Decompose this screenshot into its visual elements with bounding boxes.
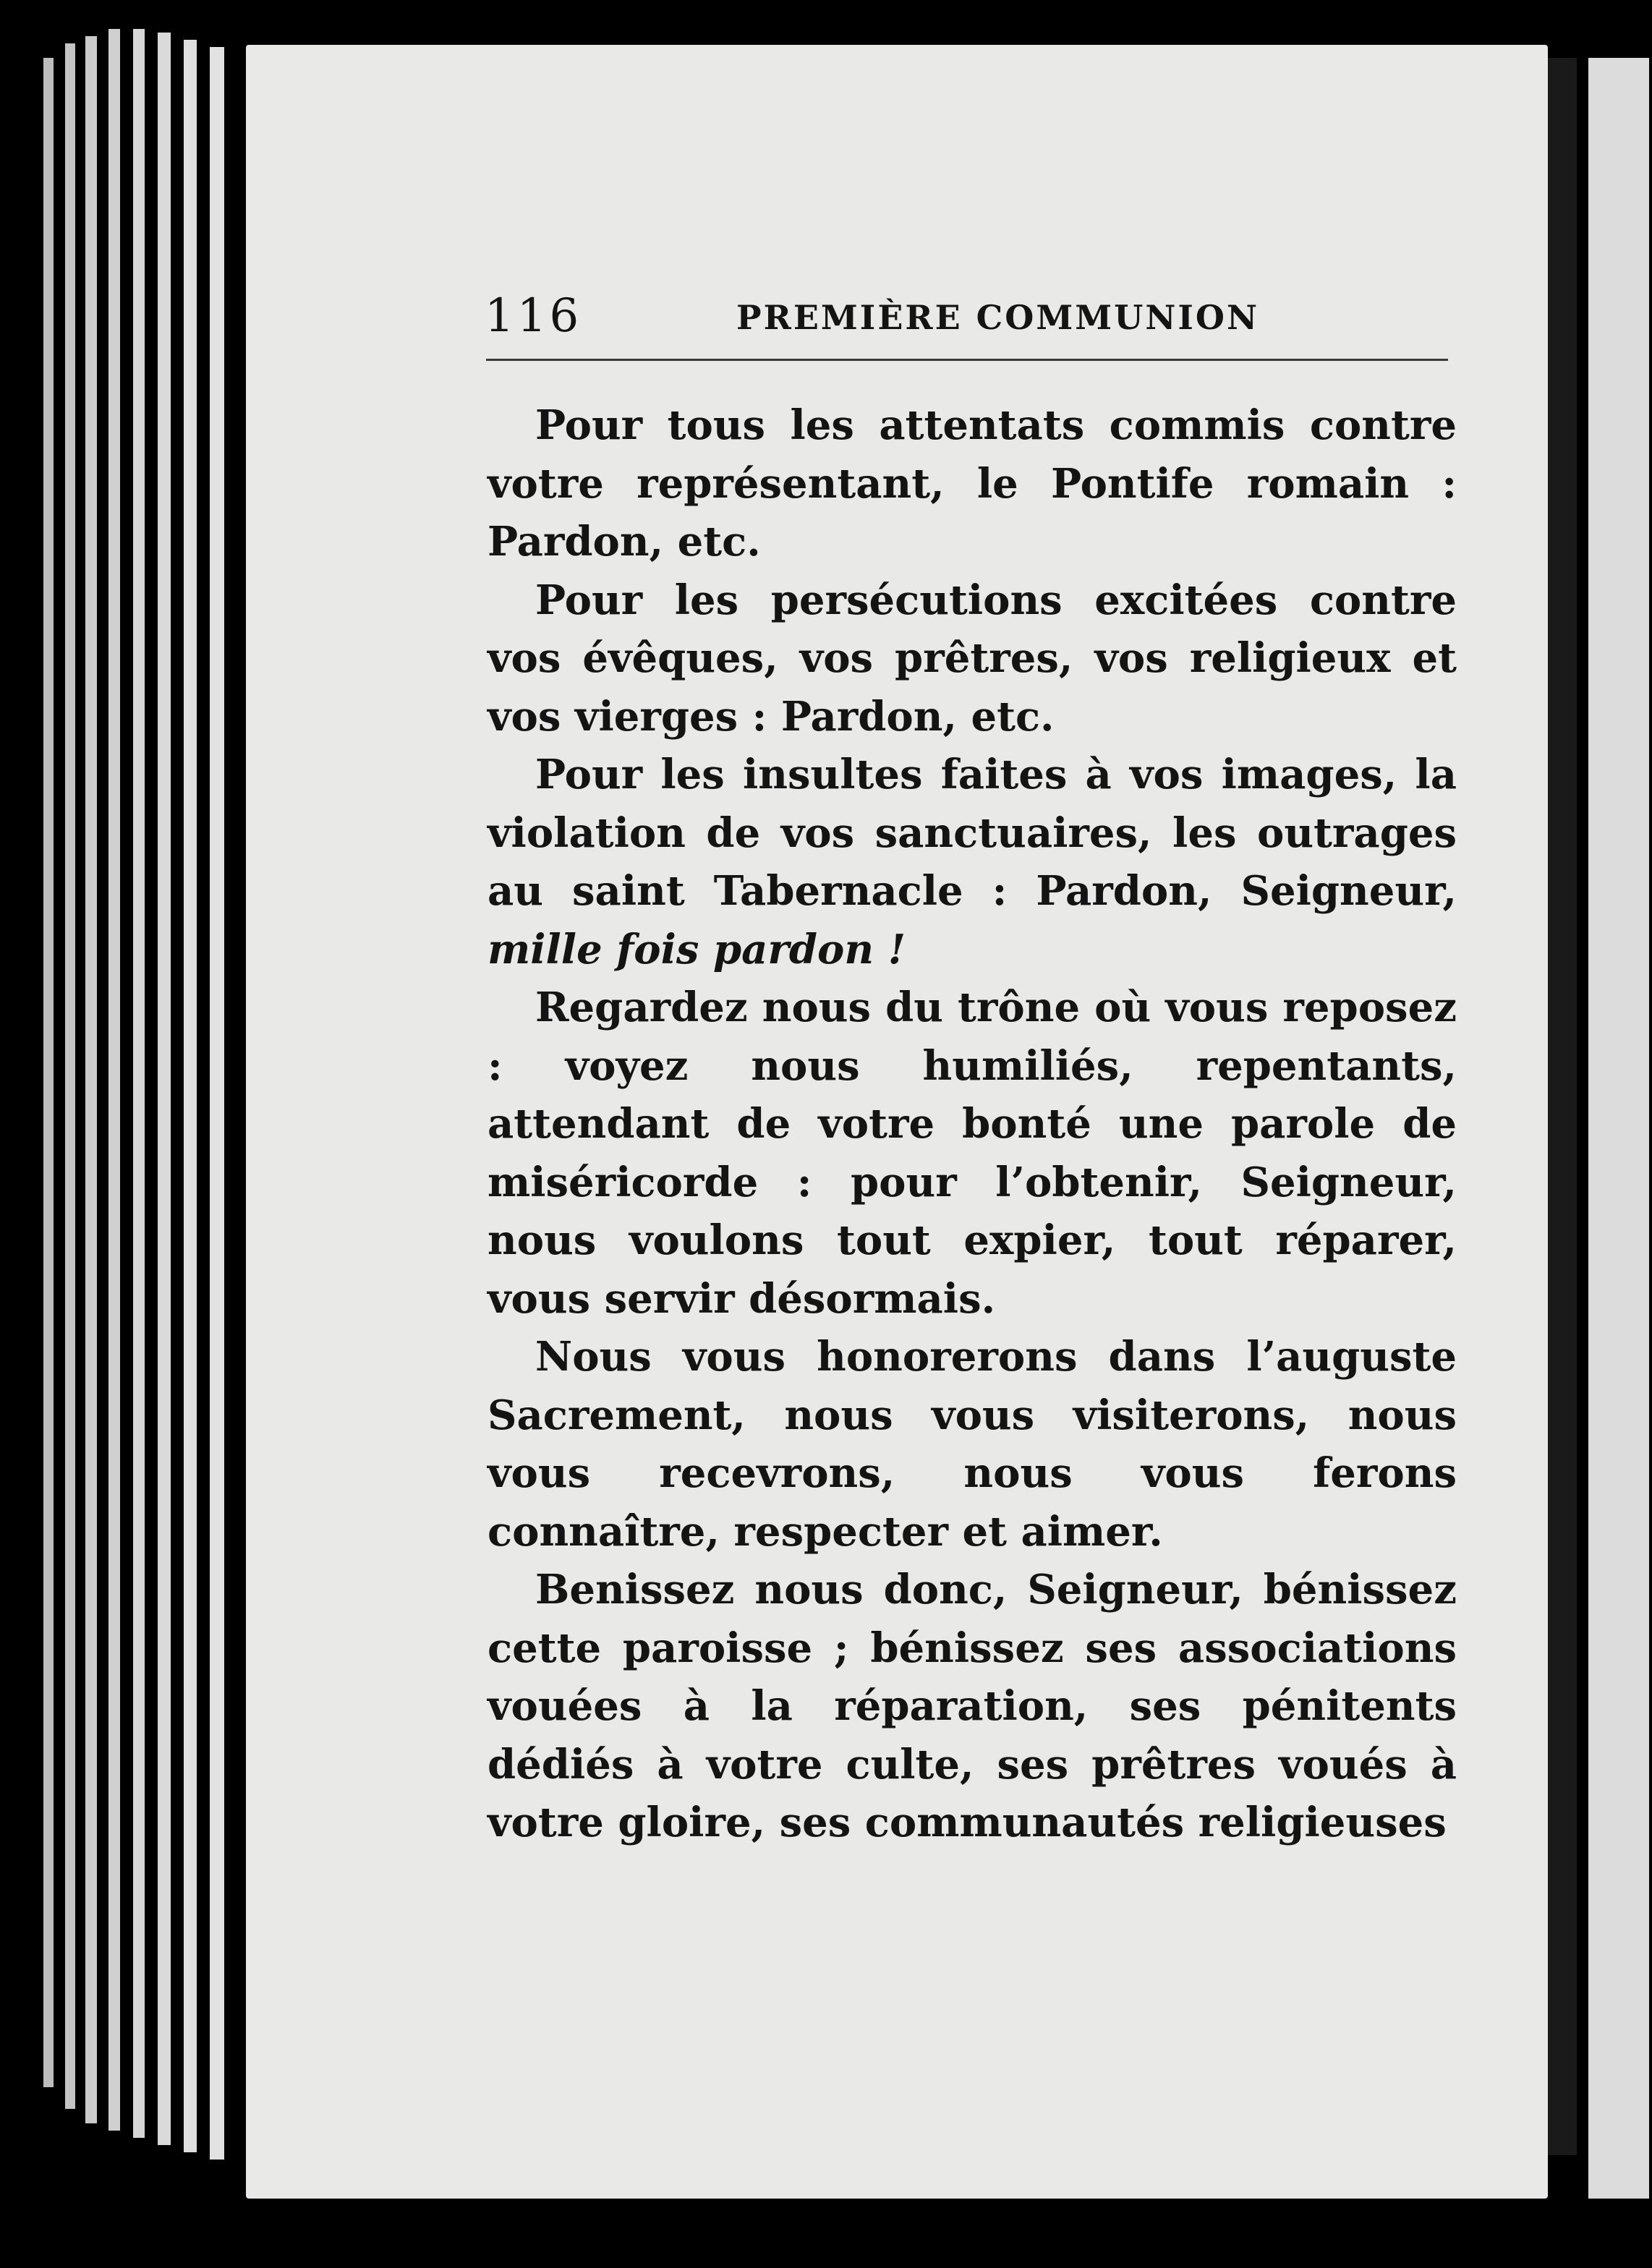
paragraph-italic-text: mille fois pardon ! bbox=[487, 925, 906, 973]
paragraph bbox=[487, 396, 1457, 571]
paragraph-text: Nous vous honorerons dans l’auguste Sacrement, nous vous visiterons, nous vous recevrons, nous vous ferons connaître, respecter et aimer. bbox=[487, 1333, 1457, 1556]
paragraph bbox=[487, 1328, 1457, 1561]
page-edge bbox=[108, 29, 120, 2131]
running-title: PREMIÈRE COMMUNION bbox=[736, 298, 1259, 337]
paragraph bbox=[487, 571, 1457, 746]
page-edge bbox=[85, 36, 97, 2123]
paragraph-text: Pour les persécutions excitées contre vos évêques, vos prêtres, vos religieux et vos vierges : Pardon, etc. bbox=[487, 576, 1457, 741]
running-head bbox=[485, 289, 1447, 347]
page-edge bbox=[65, 43, 75, 2109]
paragraph-text: Pour tous les attentats commis contre votre représentant, le Pontife romain : Pardon, etc. bbox=[487, 401, 1457, 566]
paragraph-text: Regardez nous du trône où vous reposez : voyez nous humiliés, repentants, attendant de votre bonté une parole de miséricorde : pour l’obtenir, Seigneur, nous voulons tout expier, tout réparer, vous servir désormais. bbox=[487, 984, 1457, 1323]
header-rule bbox=[486, 359, 1448, 361]
page-edge bbox=[158, 33, 171, 2145]
paragraph-text: Pour les insultes faites à vos images, la violation de vos sanctuaires, les outrages au saint Tabernacle : Pardon, Seigneur, bbox=[487, 751, 1457, 915]
page-edge bbox=[210, 47, 224, 2160]
page-edge bbox=[43, 58, 54, 2087]
facing-page-edge bbox=[1588, 58, 1649, 2199]
page-edge bbox=[184, 40, 197, 2152]
paragraph bbox=[487, 746, 1457, 979]
paragraph-text: Benissez nous donc, Seigneur, bénissez cette paroisse ; bénissez ses associations vouées à la réparation, ses pénitents dédiés à votre culte, ses prêtres voués à votre gloire, ses communautés religieuses bbox=[487, 1566, 1457, 1846]
paragraph bbox=[487, 1561, 1457, 1852]
paragraph bbox=[487, 979, 1457, 1328]
page-gutter-shadow bbox=[1548, 58, 1577, 2155]
page-edge bbox=[133, 29, 145, 2138]
body-text bbox=[487, 396, 1457, 1852]
page-number: 116 bbox=[485, 289, 582, 343]
